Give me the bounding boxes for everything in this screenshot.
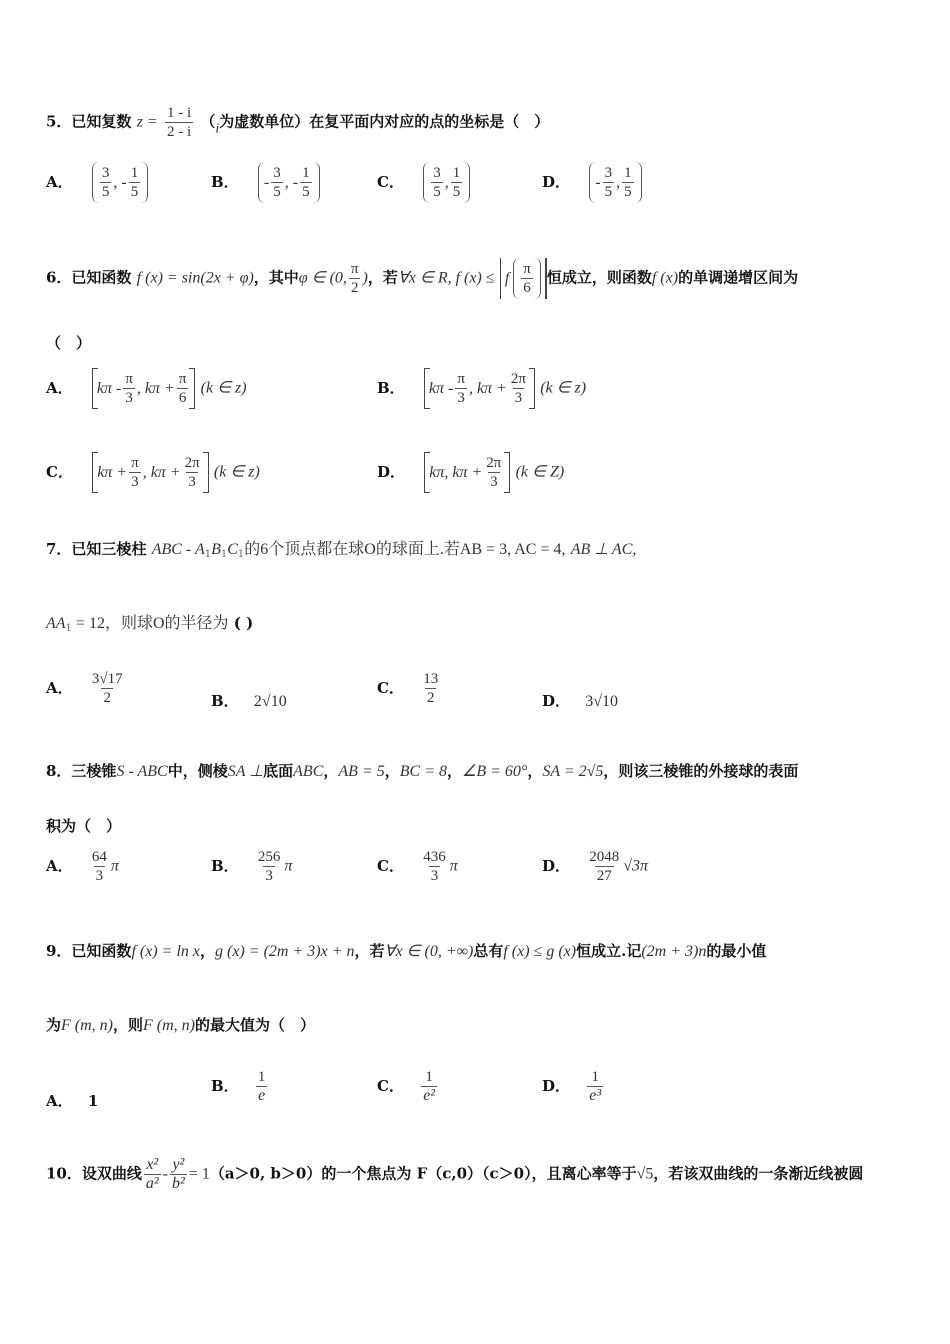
q6-option-b[interactable]: B． kπ - $\frac{\pi}{3}$ , kπ + $\frac{2\pi}{3}$ (k ∈ z)	[377, 368, 586, 409]
q5-option-d[interactable]: D． - $\frac{3}{5}$ , $\frac{1}{5}$	[542, 162, 642, 203]
question-5: 5．已知复数 z = $\frac{1 - i}{2 - i}$ （i为虚数单位）在复平面内对应的点的坐标是（ ）	[46, 105, 550, 140]
q8-option-c[interactable]: C． $\frac{436}{3}$ π	[377, 849, 458, 884]
q9-option-d[interactable]: D． $\frac{1}{\text{e³}}$	[542, 1069, 602, 1104]
q7-option-a[interactable]: A． $\frac{3√17}{2}$	[46, 671, 123, 706]
q6-option-a[interactable]: A． kπ - $\frac{\pi}{3}$ , kπ + $\frac{\pi}{6}$ (k ∈ z)	[46, 368, 247, 409]
q9-option-c[interactable]: C． $\frac{1}{\text{e²}}$	[377, 1069, 436, 1104]
question-6-paren: （ ）	[46, 334, 92, 352]
q8-option-d[interactable]: D． $\frac{2048}{27}$ √3π	[542, 849, 649, 884]
question-9: 9．已知函数f (x) = ln x，g (x) = (2m + 3)x + n，若∀x ∈ (0, +∞)总有f (x) ≤ g (x)恒成立.记(2m + 3)n的最小值	[46, 942, 767, 960]
question-8: 8．三棱锥S - ABC中，侧棱SA ⊥底面ABC，AB = 5，BC = 8，∠B = 60°，SA = 2√5，则该三棱锥的外接球的表面	[46, 762, 799, 780]
q7-option-c[interactable]: C． $\frac{13}{2}$	[377, 671, 439, 706]
q5-option-c[interactable]: C． $\frac{3}{5}$ , $\frac{1}{5}$	[377, 162, 470, 203]
z-equals: z =	[136, 113, 158, 131]
q9-option-b[interactable]: B． $\frac{1}{e}$	[211, 1069, 266, 1104]
question-7-line2: $AA_1 = 12$，则球O的半径为 ( )	[46, 614, 254, 634]
q5-option-b[interactable]: B． - $\frac{3}{5}$ , - $\frac{1}{5}$	[211, 162, 320, 203]
question-8-number: 8．三棱锥	[46, 762, 117, 780]
q8-option-b[interactable]: B． $\frac{256}{3}$ π	[211, 849, 293, 884]
question-6: 6．已知函数 f (x) = sin(2x + φ)，其中φ ∈ (0, $\frac{\pi}{2}$ )，若∀x ∈ R, f (x) ≤ f $\frac{\pi}{6}$ 恒成立，则函数f (x)的单调递增区间为	[46, 258, 904, 299]
question-7-number: 7．已知三棱柱	[46, 540, 147, 558]
question-7: 7．已知三棱柱 ABC - $A_1B_1C_1$的6个顶点都在球O的球面上.若AB = 3, AC = 4, AB ⊥ AC,	[46, 540, 637, 560]
question-9-number: 9．已知函数	[46, 942, 132, 960]
q7-option-b[interactable]: B． 2√10	[211, 692, 287, 710]
question-9-line2: 为F (m, n)，则F (m, n)的最大值为（ ）	[46, 1016, 316, 1034]
question-10-number: 10．设双曲线	[46, 1164, 142, 1183]
q9-option-a[interactable]: A． 1	[46, 1092, 99, 1110]
question-8-line2: 积为（ ）	[46, 817, 122, 835]
z-fraction: $\frac{1 - i}{2 - i}$	[166, 105, 192, 140]
q7-option-d[interactable]: D． 3√10	[542, 692, 619, 710]
question-5-text: 为虚数单位）在复平面内对应的点的坐标是（ ）	[219, 112, 550, 131]
question-10: 10．设双曲线 $\frac{\text{x²}}{\text{a²}}$ - $\frac{\text{y²}}{\text{b²}}$ = 1（a＞0, b＞0）的一个焦点为 F（c,0）（c＞0），且离心率等于√5，若该双曲线的一条渐近线被圆	[46, 1156, 864, 1192]
q6-option-d[interactable]: D． kπ, kπ + $\frac{2\pi}{3}$ (k ∈ Z)	[377, 452, 564, 493]
question-5-number: 5．已知复数	[46, 112, 132, 131]
q5-option-a[interactable]: A． $\frac{3}{5}$ , - $\frac{1}{5}$	[46, 162, 148, 203]
question-6-number: 6．已知函数	[46, 268, 132, 287]
q8-option-a[interactable]: A． $\frac{64}{3}$ π	[46, 849, 119, 884]
q6-option-c[interactable]: C． kπ + $\frac{\pi}{3}$ , kπ + $\frac{2\pi}{3}$ (k ∈ z)	[46, 452, 260, 493]
